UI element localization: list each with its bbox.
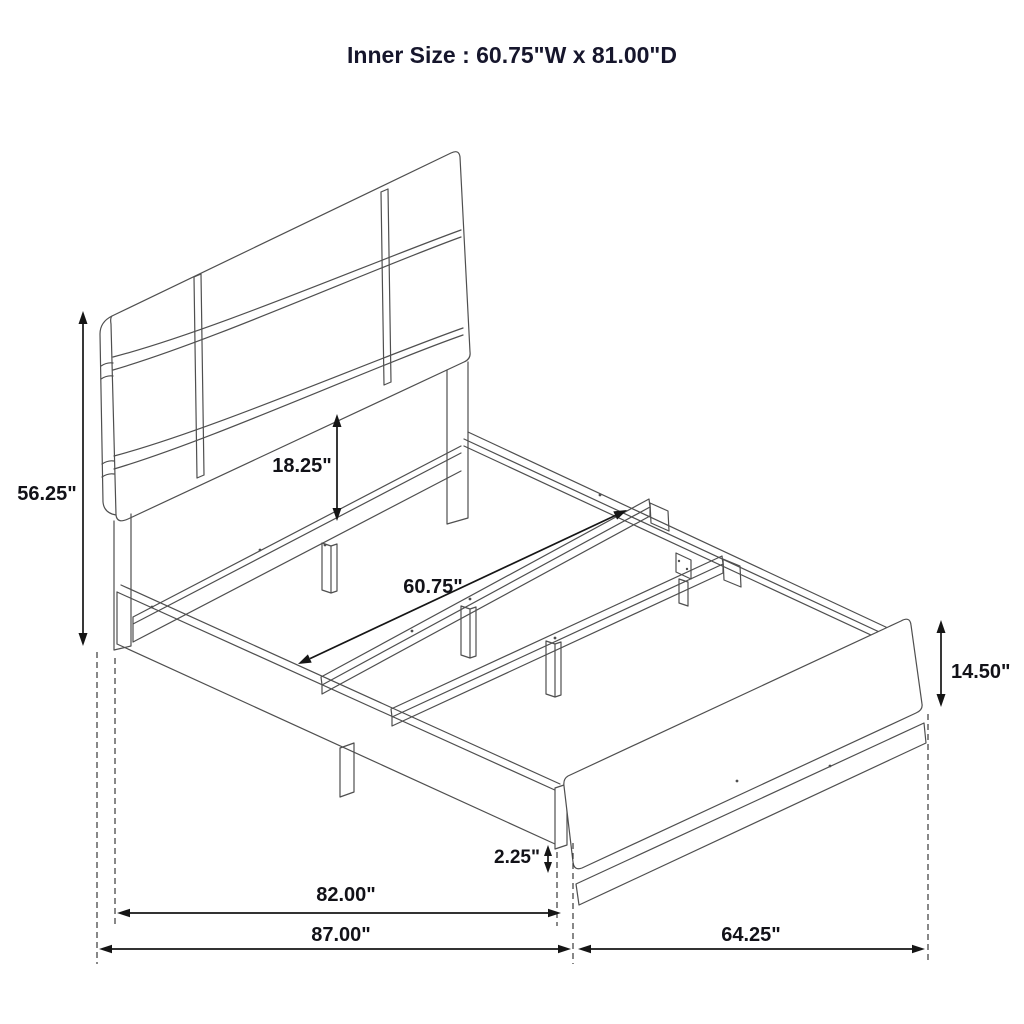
dim-inner-depth (117, 884, 561, 917)
frame-rails (117, 432, 890, 844)
dim-label-footboard-width: 64.25" (721, 924, 781, 946)
dim-base-clearance (494, 845, 552, 873)
bed-frame-drawing (100, 152, 926, 905)
right-side-rail (464, 432, 890, 642)
dim-label-base-clearance: 2.25" (494, 847, 540, 868)
arrowhead-right (558, 945, 571, 954)
beam1-leg (461, 606, 476, 658)
dim-headboard-height (17, 311, 87, 646)
arrowhead-left (117, 909, 130, 918)
dim-label-inner-width: 60.75" (403, 576, 463, 598)
arrowhead-down (544, 862, 552, 873)
footboard (564, 619, 926, 905)
arrowhead-left (99, 945, 112, 954)
arrowhead-left (298, 654, 312, 664)
head-rail-leg (322, 543, 337, 593)
dim-label-inner-depth: 82.00" (316, 884, 376, 906)
center-support-beams (321, 499, 741, 726)
arrowhead-down (79, 633, 88, 646)
dim-line (310, 515, 616, 658)
diagram-title: Inner Size : 60.75"W x 81.00"D (347, 42, 677, 68)
arrowhead-up (544, 845, 552, 856)
dim-footboard-height (937, 620, 1011, 707)
footboard-panel (564, 619, 922, 869)
dim-label-footboard-height: 14.50" (951, 661, 1011, 683)
arrowhead-up (937, 620, 946, 633)
dim-label-headboard-to-rail: 18.25" (272, 455, 332, 477)
left-side-rail (117, 585, 560, 844)
arrowhead-left (578, 945, 591, 954)
arrowhead-right (912, 945, 925, 954)
arrowhead-right (548, 909, 561, 918)
dim-overall-depth (99, 924, 571, 953)
dim-footboard-width (578, 924, 925, 953)
dim-inner-width (298, 510, 627, 664)
dim-label-overall-depth: 87.00" (311, 924, 371, 946)
dim-label-headboard-height: 56.25" (17, 483, 77, 505)
headboard-right-leg (447, 362, 468, 524)
arrowhead-up (79, 311, 88, 324)
arrowhead-down (937, 694, 946, 707)
